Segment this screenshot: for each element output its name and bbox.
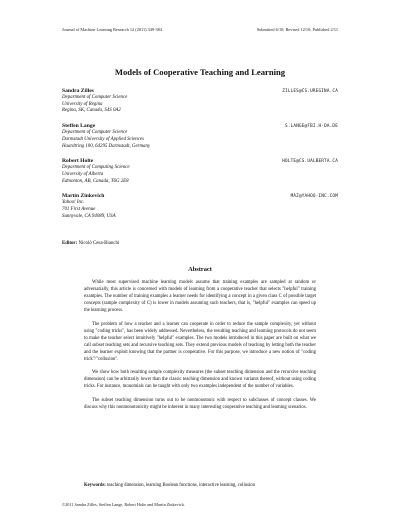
author-affiliation-line: Department of Computer Science — [62, 95, 128, 100]
paper-title: Models of Cooperative Teaching and Learning — [114, 67, 286, 77]
author-block — [62, 193, 338, 220]
abstract-body — [84, 280, 316, 419]
author-block — [62, 123, 338, 150]
author-name: Sandra Zilles — [62, 88, 94, 94]
author-affiliation-line: Regina, SK, Canada, S4S 0A2 — [62, 108, 121, 114]
abstract-paragraph: The problem of how a teacher and a learner can cooperate in order to reduce the sample complexity, yet without using "coding tricks", has been widely addressed. Nevertheless, the resulting teaching and learning protocols do not seem to make the teacher select intuitively "helpful" examples. The two models introduced in this paper are built on what we call subset teaching sets and recursive teaching sets. They extend previous models of teaching by letting both the teacher and the learner exploit knowing that the partner is cooperative. For this purpose, we introduce a new notion of "coding trick"/"collusion". — [84, 321, 316, 362]
author-list — [62, 88, 338, 228]
author-email: MAZ@YAHOO-INC.COM — [290, 194, 338, 200]
author-affiliation-line: Department of Computing Science — [62, 165, 130, 171]
keywords-text: teaching dimension, learning Boolean functions, interactive learning, collusion — [107, 483, 255, 488]
journal-citation: Journal of Machine Learning Research 12 (2011) 349-384 — [62, 27, 162, 32]
abstract-paragraph: The subset teaching dimension turns out to be nonmonotonic with respect to subclasses of concept classes. We discuss why this nonmonotonicity might be inherent in many interesting cooperative teaching and learning scenarios. — [84, 398, 316, 411]
author-affiliation-line: Department of Computer Science — [62, 130, 128, 136]
editor-label: Editor: — [62, 241, 78, 246]
author-affiliation-line: Darmstadt University of Applied Sciences — [62, 136, 144, 142]
copyright-footer: ©2011 Sandra Zilles, Steffen Lange, Robert Holte and Martin Zinkevich. — [62, 502, 185, 507]
author-affiliation-line: University of Regina — [62, 101, 103, 107]
author-affiliation-line: Sunnyvale, CA 94089, USA — [62, 213, 116, 219]
abstract-paragraph: While most supervised machine learning models assume that training examples are sampled at random or adversarially, this article is concerned with models of learning from a cooperative teacher that selects "helpful" training examples. The number of training examples a learner needs for identifying a concept in a given class C of possible target concepts (sample complexity of C) is lower in models assuming such teachers, that is, "helpful" examples can speed up the learning process. — [84, 280, 316, 313]
author-affiliation-line: Yahoo! Inc. — [62, 200, 85, 206]
author-email: HOLTE@CS.UALBERTA.CA — [282, 159, 338, 165]
author-affiliation-line: Edmonton, AB, Canada, T6G 2E8 — [62, 178, 129, 184]
journal-header — [62, 27, 338, 35]
keywords-label: Keywords: — [84, 483, 106, 488]
author-name: Robert Holte — [62, 158, 94, 165]
editor-name: Nicolò Cesa-Bianchi — [78, 241, 120, 246]
abstract-paragraph: We show how both resulting sample complexity measures (the subset teaching dimension and the recursive teaching dimension) can be arbitrarily lower than the classic teaching dimension and known variants thereof, without using coding tricks. For instance, monomials can be taught with only two examples independent of the number of variables. — [84, 370, 316, 390]
author-affiliation-line: Haardtring 100, 64295 Darmstadt, Germany — [62, 143, 151, 149]
submission-dates: Submitted 6/10; Revised 12/10; Published 2/11 — [256, 27, 338, 32]
keywords-line — [84, 483, 316, 488]
author-name: Steffen Lange — [62, 123, 96, 130]
author-affiliation-line: 701 First Avenue — [62, 207, 96, 213]
author-name: Martin Zinkevich — [62, 193, 105, 200]
author-email: ZILLES@CS.UREGINA.CA — [282, 89, 338, 94]
author-affiliation-line: University of Alberta — [62, 171, 104, 177]
author-email: S.LANGE@FBI.H-DA.DE — [285, 124, 338, 130]
author-block — [62, 158, 338, 185]
author-block — [62, 88, 338, 115]
abstract-heading: Abstract — [188, 266, 212, 273]
editor-line — [62, 241, 119, 246]
